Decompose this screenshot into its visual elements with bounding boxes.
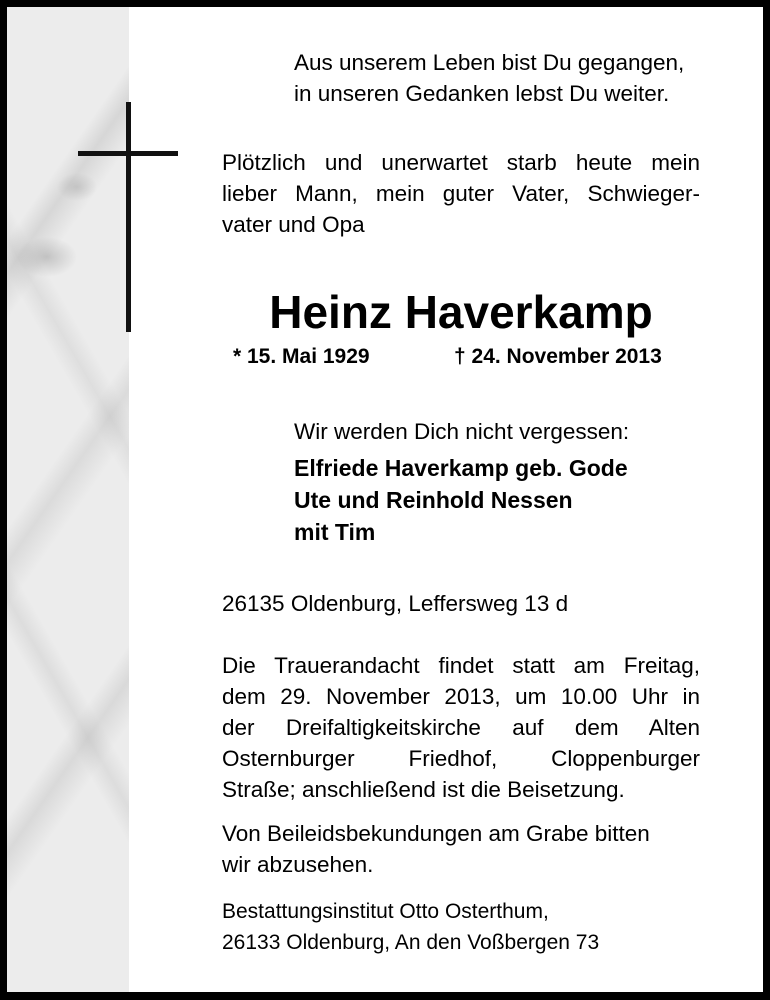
- undertaker-line: Bestattungsinstitut Otto Osterthum,: [222, 900, 549, 923]
- mourner: mit Tim: [294, 519, 376, 545]
- motto-line: Aus unserem Leben bist Du gegangen,: [294, 50, 685, 75]
- motto: [294, 47, 684, 109]
- birth-date: * 15. Mai 1929: [233, 345, 370, 368]
- cross-icon: [126, 102, 131, 332]
- remember-line: Wir werden Dich nicht vergessen:: [294, 419, 630, 444]
- service-line: Osternburger Friedhof, Cloppenburger: [222, 746, 700, 771]
- service-line: der Dreifaltigkeitskirche auf dem Alten: [222, 715, 700, 740]
- condolence-line: wir abzusehen.: [222, 852, 374, 877]
- deceased-name: Heinz Haverkamp: [269, 286, 653, 338]
- intro-line: Plötzlich und unerwartet starb heute mein: [222, 150, 700, 175]
- motto-line: in unseren Gedanken lebst Du weiter.: [294, 81, 670, 106]
- service-line: dem 29. November 2013, um 10.00 Uhr in: [222, 684, 700, 709]
- address: 26135 Oldenburg, Leffersweg 13 d: [222, 591, 569, 616]
- condolence-line: Von Beileidsbekundungen am Grabe bitten: [222, 821, 650, 846]
- undertaker-line: 26133 Oldenburg, An den Voßbergen 73: [222, 931, 600, 954]
- undertaker: [222, 896, 599, 958]
- intro: [222, 147, 700, 240]
- intro-line: lieber Mann, mein guter Vater, Schwieger-: [222, 181, 700, 206]
- service-line: Straße; anschließend ist die Beisetzung.: [222, 777, 625, 802]
- mourners: [294, 452, 628, 548]
- cross-icon-bar: [78, 151, 178, 156]
- death-date: † 24. November 2013: [454, 345, 662, 368]
- mourner: Ute und Reinhold Nessen: [294, 487, 573, 513]
- service-info: [222, 650, 700, 805]
- intro-line: vater und Opa: [222, 212, 365, 237]
- service-line: Die Trauerandacht findet statt am Freitag,: [222, 653, 700, 678]
- condolence-note: [222, 818, 650, 880]
- mourner: Elfriede Haverkamp geb. Gode: [294, 455, 628, 481]
